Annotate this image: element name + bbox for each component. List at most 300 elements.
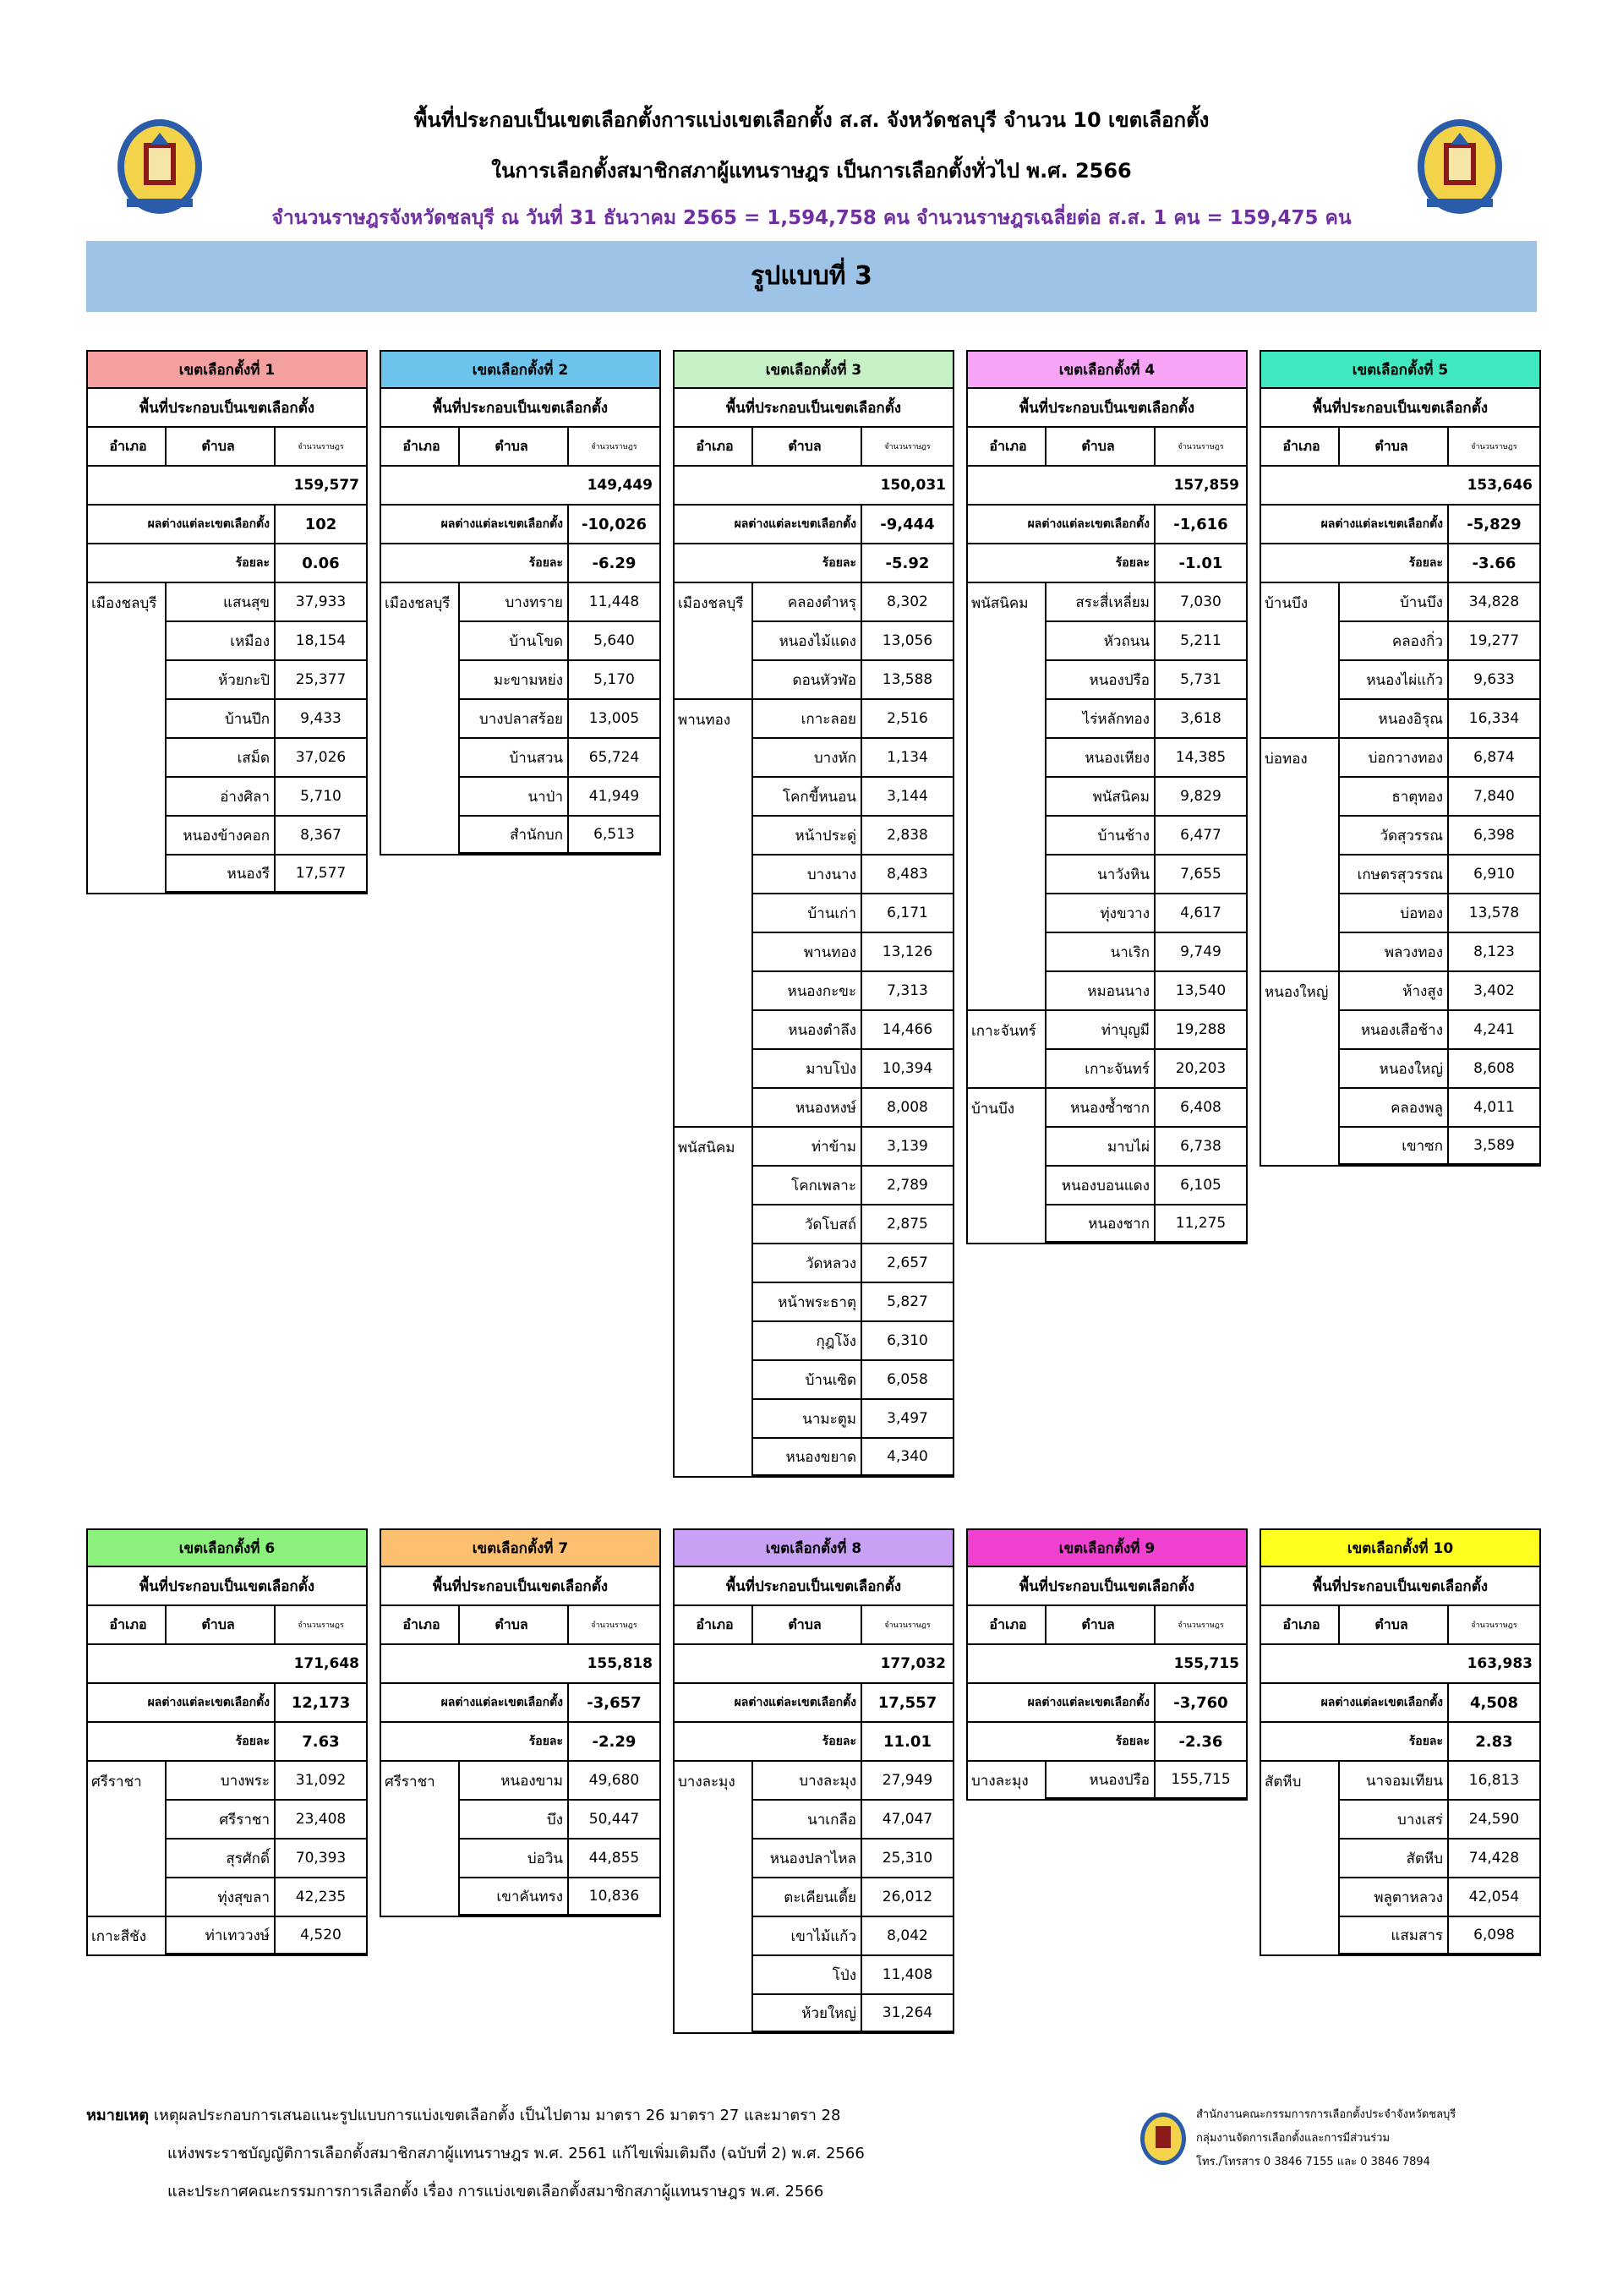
amphoe-cell (675, 1322, 753, 1361)
tambon-cell: ห้วยใหญ่ (753, 1995, 862, 2032)
diff-label: ผลต่างแต่ละเขตเลือกตั้ง (1261, 506, 1449, 543)
ect-emblem-logo-small (1137, 2109, 1189, 2168)
amphoe-cell (381, 1801, 460, 1840)
header-title-line2: ในการเลือกตั้งสมาชิกสภาผู้แทนราษฎร เป็นการเลือกตั้งทั่วไป พ.ศ. 2566 (491, 159, 1132, 183)
tambon-row (1261, 1878, 1539, 1917)
tambon-row (675, 1050, 953, 1089)
population-cell: 3,589 (1449, 1128, 1539, 1165)
tambon-cell: ทุ่งสุขลา (167, 1878, 276, 1917)
amphoe-cell (968, 1128, 1046, 1167)
tambon-row (675, 1011, 953, 1050)
tambon-row (381, 817, 659, 856)
population-cell: 4,241 (1449, 1011, 1539, 1050)
tambon-row (968, 1011, 1246, 1050)
tambon-row (88, 1917, 366, 1956)
tambon-row (1261, 583, 1539, 622)
amphoe-cell (675, 1400, 753, 1439)
tambon-cell: พนัสนิคม (1046, 778, 1156, 817)
tambon-cell: หน้าพระธาตุ (753, 1283, 862, 1322)
note-label: หมายเหตุ (86, 2107, 150, 2124)
col-tambon: ตำบล (1046, 1606, 1156, 1643)
tambon-row (88, 856, 366, 894)
tambon-cell: คลองกิ่ว (1340, 622, 1449, 661)
percent-row (381, 544, 659, 583)
percent-label: ร้อยละ (1261, 1723, 1449, 1760)
tambon-cell: นาป่า (460, 778, 569, 817)
tambon-row (381, 1840, 659, 1878)
tambon-cell: หมอนนาง (1046, 972, 1156, 1011)
district-title: เขตเลือกตั้งที่ 8 (675, 1528, 953, 1567)
district-total: 150,031 (675, 467, 953, 506)
amphoe-cell (88, 700, 167, 739)
percent-label: ร้อยละ (381, 1723, 569, 1760)
percent-row (1261, 544, 1539, 583)
amphoe-cell (675, 1205, 753, 1244)
amphoe-cell (381, 1840, 460, 1878)
amphoe-cell (88, 817, 167, 856)
population-cell: 6,058 (862, 1361, 953, 1400)
amphoe-cell (381, 700, 460, 739)
tambon-cell: บางพระ (167, 1762, 276, 1801)
tambon-cell: คลองพลู (1340, 1089, 1449, 1128)
tambon-row (1261, 700, 1539, 739)
header-title-line1: พื้นที่ประกอบเป็นเขตเลือกตั้งการแบ่งเขตเลือกตั้ง ส.ส. จังหวัดชลบุรี จำนวน 10 เขตเลือกตั้ง (413, 108, 1210, 132)
amphoe-cell (1261, 700, 1340, 739)
amphoe-cell (675, 1956, 753, 1995)
diff-row (1261, 1684, 1539, 1723)
tambon-cell: แสมสาร (1340, 1917, 1449, 1954)
population-cell: 37,933 (276, 583, 366, 622)
population-cell: 13,588 (862, 661, 953, 700)
area-label: พื้นที่ประกอบเป็นเขตเลือกตั้ง (1261, 389, 1539, 428)
area-label: พื้นที่ประกอบเป็นเขตเลือกตั้ง (1261, 1567, 1539, 1606)
population-cell: 6,874 (1449, 739, 1539, 778)
tambon-cell: ไร่หลักทอง (1046, 700, 1156, 739)
amphoe-cell (675, 1840, 753, 1878)
tambon-cell: บางละมุง (753, 1762, 862, 1801)
diff-value: 4,508 (1470, 1693, 1518, 1712)
diff-row (968, 506, 1246, 544)
amphoe-cell (1261, 622, 1340, 661)
tambon-cell: บ่อกวางทอง (1340, 739, 1449, 778)
tambon-row (675, 1167, 953, 1205)
amphoe-cell (968, 1205, 1046, 1243)
percent-row (381, 1723, 659, 1762)
col-tambon: ตำบล (167, 1606, 276, 1643)
percent-label: ร้อยละ (675, 1723, 862, 1760)
population-cell: 7,313 (862, 972, 953, 1011)
amphoe-cell (381, 1878, 460, 1916)
tambon-row (675, 1205, 953, 1244)
amphoe-cell (968, 817, 1046, 856)
col-amphoe: อำเภอ (1261, 428, 1340, 465)
tambon-row (381, 700, 659, 739)
population-cell: 3,618 (1156, 700, 1246, 739)
diff-row (381, 1684, 659, 1723)
tambon-row (968, 661, 1246, 700)
tambon-cell: มาบโป่ง (753, 1050, 862, 1089)
tambon-row (675, 894, 953, 933)
office-info (1137, 2105, 1560, 2198)
amphoe-cell (675, 1167, 753, 1205)
percent-row (968, 1723, 1246, 1762)
tambon-cell: หัวถนน (1046, 622, 1156, 661)
amphoe-cell: พานทอง (675, 700, 753, 739)
tambon-cell: หนองบอนแดง (1046, 1167, 1156, 1205)
amphoe-cell (381, 778, 460, 817)
column-header-row (968, 1606, 1246, 1645)
amphoe-cell (675, 1011, 753, 1050)
district-table-4 (966, 350, 1248, 1244)
tambon-cell: บางทราย (460, 583, 569, 622)
tambon-row (1261, 972, 1539, 1011)
district-total: 155,818 (381, 1645, 659, 1684)
tambon-row (675, 1322, 953, 1361)
amphoe-cell: บางละมุง (968, 1762, 1046, 1799)
tambon-row (675, 583, 953, 622)
tambon-cell: หนองอิรุณ (1340, 700, 1449, 739)
ect-emblem-logo-right (1410, 114, 1510, 222)
tambon-cell: บางเสร่ (1340, 1801, 1449, 1840)
population-cell: 8,302 (862, 583, 953, 622)
district-total: 163,983 (1261, 1645, 1539, 1684)
tambon-row (88, 817, 366, 856)
district-table-2 (380, 350, 661, 856)
district-title: เขตเลือกตั้งที่ 9 (968, 1528, 1246, 1567)
tambon-cell: สำนักบก (460, 817, 569, 854)
amphoe-cell (675, 1361, 753, 1400)
population-cell: 6,171 (862, 894, 953, 933)
format-banner: รูปแบบที่ 3 (86, 241, 1537, 312)
percent-value: -2.36 (1178, 1732, 1223, 1751)
amphoe-cell (675, 1244, 753, 1283)
tambon-cell: หนองซ้ำซาก (1046, 1089, 1156, 1128)
population-cell: 24,590 (1449, 1801, 1539, 1840)
percent-value: -1.01 (1178, 554, 1223, 572)
population-cell: 8,483 (862, 856, 953, 894)
tambon-cell: โป่ง (753, 1956, 862, 1995)
amphoe-cell (675, 661, 753, 700)
population-cell: 42,054 (1449, 1878, 1539, 1917)
amphoe-cell (675, 1050, 753, 1089)
diff-label: ผลต่างแต่ละเขตเลือกตั้ง (381, 506, 569, 543)
population-cell: 13,578 (1449, 894, 1539, 933)
amphoe-cell (1261, 1011, 1340, 1050)
tambon-cell: หนองเสือช้าง (1340, 1011, 1449, 1050)
tambon-cell: เขาคันทรง (460, 1878, 569, 1916)
column-header-row (88, 1606, 366, 1645)
district-title: เขตเลือกตั้งที่ 1 (88, 350, 366, 389)
tambon-row (1261, 933, 1539, 972)
population-cell: 2,875 (862, 1205, 953, 1244)
amphoe-cell (1261, 856, 1340, 894)
col-population: จำนวนราษฎร (884, 443, 931, 451)
population-cell: 26,012 (862, 1878, 953, 1917)
tambon-row (675, 1244, 953, 1283)
population-cell: 16,813 (1449, 1762, 1539, 1801)
tambon-cell: ตะเคียนเตี้ย (753, 1878, 862, 1917)
tambon-cell: วัดหลวง (753, 1244, 862, 1283)
diff-value: 12,173 (291, 1693, 351, 1712)
tambon-cell: นาวังหิน (1046, 856, 1156, 894)
office-phone: โทร./โทรสาร 0 3846 7155 และ 0 3846 7894 (1196, 2156, 1430, 2168)
tambon-row (88, 661, 366, 700)
percent-row (968, 544, 1246, 583)
tambon-row (675, 1995, 953, 2034)
amphoe-cell (675, 894, 753, 933)
area-label: พื้นที่ประกอบเป็นเขตเลือกตั้ง (968, 1567, 1246, 1606)
col-tambon: ตำบล (753, 1606, 862, 1643)
population-cell: 6,738 (1156, 1128, 1246, 1167)
population-cell: 6,477 (1156, 817, 1246, 856)
percent-label: ร้อยละ (1261, 544, 1449, 582)
amphoe-cell (675, 1995, 753, 2032)
col-population: จำนวนราษฎร (298, 443, 344, 451)
tambon-cell: บึง (460, 1801, 569, 1840)
population-cell: 5,731 (1156, 661, 1246, 700)
tambon-row (381, 739, 659, 778)
population-cell: 74,428 (1449, 1840, 1539, 1878)
tambon-cell: บ้านสวน (460, 739, 569, 778)
tambon-row (675, 817, 953, 856)
col-population: จำนวนราษฎร (1471, 1621, 1517, 1630)
tambon-row (675, 622, 953, 661)
amphoe-cell (675, 817, 753, 856)
tambon-row (968, 1089, 1246, 1128)
amphoe-cell (675, 856, 753, 894)
amphoe-cell (88, 739, 167, 778)
amphoe-cell (88, 778, 167, 817)
tambon-row (968, 1167, 1246, 1205)
population-cell: 70,393 (276, 1840, 366, 1878)
district-total: 177,032 (675, 1645, 953, 1684)
amphoe-cell (675, 972, 753, 1011)
tambon-cell: บ้านปึก (167, 700, 276, 739)
tambon-cell: ดอนหัวฬ่อ (753, 661, 862, 700)
diff-value: -1,616 (1173, 515, 1228, 533)
tambon-cell: หนองปรือ (1046, 661, 1156, 700)
tambon-row (675, 856, 953, 894)
column-header-row (675, 1606, 953, 1645)
diff-row (381, 506, 659, 544)
amphoe-cell (88, 622, 167, 661)
col-tambon: ตำบล (460, 428, 569, 465)
tambon-row (675, 1089, 953, 1128)
population-cell: 2,789 (862, 1167, 953, 1205)
population-cell: 23,408 (276, 1801, 366, 1840)
amphoe-cell: สัตหีบ (1261, 1762, 1340, 1801)
column-header-row (1261, 1606, 1539, 1645)
percent-value: -6.29 (592, 554, 637, 572)
tambon-cell: บ่อทอง (1340, 894, 1449, 933)
area-label: พื้นที่ประกอบเป็นเขตเลือกตั้ง (675, 389, 953, 428)
diff-value: -3,760 (1173, 1693, 1228, 1712)
amphoe-cell: บ้านบึง (1261, 583, 1340, 622)
amphoe-cell (1261, 1878, 1340, 1917)
tambon-row (968, 1128, 1246, 1167)
tambon-row (88, 1801, 366, 1840)
tambon-row (675, 1283, 953, 1322)
amphoe-cell (968, 778, 1046, 817)
amphoe-cell (381, 661, 460, 700)
tambon-row (381, 1801, 659, 1840)
district-total: 171,648 (88, 1645, 366, 1684)
column-header-row (675, 428, 953, 467)
tambon-cell: บ้านเก่า (753, 894, 862, 933)
tambon-cell: เกษตรสุวรรณ (1340, 856, 1449, 894)
tambon-cell: นาเริก (1046, 933, 1156, 972)
tambon-cell: นาจอมเทียน (1340, 1762, 1449, 1801)
tambon-cell: หนองชาก (1046, 1205, 1156, 1243)
col-tambon: ตำบล (1340, 1606, 1449, 1643)
amphoe-cell (968, 1167, 1046, 1205)
population-cell: 4,617 (1156, 894, 1246, 933)
tambon-cell: เกาะจันทร์ (1046, 1050, 1156, 1089)
office-name: สำนักงานคณะกรรมการการเลือกตั้งประจำจังหวัดชลบุรี (1196, 2108, 1456, 2121)
tambon-row (1261, 894, 1539, 933)
tambon-cell: หนองรี (167, 856, 276, 893)
population-cell: 14,466 (862, 1011, 953, 1050)
tambon-row (88, 778, 366, 817)
population-cell: 4,520 (276, 1917, 366, 1954)
note-line1: เหตุผลประกอบการเสนอแนะรูปแบบการแบ่งเขตเลือกตั้ง เป็นไปตาม มาตรา 26 มาตรา 27 และมาตรา 28 (153, 2107, 841, 2124)
population-cell: 5,827 (862, 1283, 953, 1322)
amphoe-cell (968, 894, 1046, 933)
tambon-cell: เขาซก (1340, 1128, 1449, 1165)
amphoe-cell (88, 1878, 167, 1917)
tambon-cell: บางนาง (753, 856, 862, 894)
amphoe-cell (968, 700, 1046, 739)
amphoe-cell: เมืองชลบุรี (88, 583, 167, 622)
percent-row (675, 544, 953, 583)
tambon-row (675, 661, 953, 700)
tambon-cell: นาเกลือ (753, 1801, 862, 1840)
tambon-row (968, 622, 1246, 661)
amphoe-cell (1261, 1840, 1340, 1878)
amphoe-cell: หนองใหญ่ (1261, 972, 1340, 1011)
population-cell: 42,235 (276, 1878, 366, 1917)
amphoe-cell (675, 933, 753, 972)
note-line2: แห่งพระราชบัญญัติการเลือกตั้งสมาชิกสภาผู้แทนราษฎร พ.ศ. 2561 แก้ไขเพิ่มเติมถึง (ฉบับที่ 2) พ.ศ. 2566 (167, 2145, 865, 2162)
tambon-cell: หนองปรือ (1046, 1762, 1156, 1799)
tambon-row (381, 778, 659, 817)
diff-value: 102 (304, 515, 337, 533)
tambon-cell: โคกเพลาะ (753, 1167, 862, 1205)
tambon-cell: พานทอง (753, 933, 862, 972)
area-label: พื้นที่ประกอบเป็นเขตเลือกตั้ง (381, 1567, 659, 1606)
tambon-row (88, 1840, 366, 1878)
amphoe-cell (1261, 1917, 1340, 1954)
tambon-row (1261, 1840, 1539, 1878)
tambon-cell: ห้างสูง (1340, 972, 1449, 1011)
district-table-5 (1260, 350, 1541, 1167)
population-cell: 31,092 (276, 1762, 366, 1801)
tambon-cell: พลวงทอง (1340, 933, 1449, 972)
tambon-cell: หนองขยาด (753, 1439, 862, 1476)
area-label: พื้นที่ประกอบเป็นเขตเลือกตั้ง (88, 1567, 366, 1606)
population-cell: 2,516 (862, 700, 953, 739)
percent-value: -3.66 (1472, 554, 1516, 572)
tambon-row (88, 583, 366, 622)
tambon-row (88, 739, 366, 778)
diff-label: ผลต่างแต่ละเขตเลือกตั้ง (675, 1684, 862, 1721)
tambon-row (675, 1400, 953, 1439)
population-cell: 4,011 (1449, 1089, 1539, 1128)
amphoe-cell (968, 739, 1046, 778)
tambon-row (968, 972, 1246, 1011)
tambon-row (1261, 817, 1539, 856)
tambon-row (1261, 1801, 1539, 1840)
tambon-cell: หนองปลาไหล (753, 1840, 862, 1878)
population-cell: 13,126 (862, 933, 953, 972)
tambon-cell: หนองเหียง (1046, 739, 1156, 778)
tambon-row (1261, 1050, 1539, 1089)
note-line3: และประกาศคณะกรรมการการเลือกตั้ง เรื่อง การแบ่งเขตเลือกตั้งสมาชิกสภาผู้แทนราษฎร พ.ศ. 2566 (167, 2183, 824, 2200)
tambon-row (381, 583, 659, 622)
tambon-row (675, 933, 953, 972)
diff-label: ผลต่างแต่ละเขตเลือกตั้ง (381, 1684, 569, 1721)
tambon-row (968, 700, 1246, 739)
column-header-row (1261, 428, 1539, 467)
area-label: พื้นที่ประกอบเป็นเขตเลือกตั้ง (968, 389, 1246, 428)
amphoe-cell (675, 1439, 753, 1476)
diff-row (88, 1684, 366, 1723)
population-cell: 7,030 (1156, 583, 1246, 622)
col-amphoe: อำเภอ (88, 428, 167, 465)
population-cell: 6,910 (1449, 856, 1539, 894)
tambon-row (1261, 1089, 1539, 1128)
tambon-row (88, 1878, 366, 1917)
tambon-cell: วัดสุวรรณ (1340, 817, 1449, 856)
tambon-row (968, 894, 1246, 933)
tambon-cell: สุรศักดิ์ (167, 1840, 276, 1878)
population-cell: 19,288 (1156, 1011, 1246, 1050)
amphoe-cell (381, 622, 460, 661)
tambon-cell: เหมือง (167, 622, 276, 661)
tambon-cell: อ่างศิลา (167, 778, 276, 817)
district-table-7 (380, 1528, 661, 1917)
tambon-row (381, 1878, 659, 1917)
population-cell: 11,275 (1156, 1205, 1246, 1243)
tambon-cell: ท่าเทววงษ์ (167, 1917, 276, 1954)
district-total: 157,859 (968, 467, 1246, 506)
tambon-row (381, 622, 659, 661)
district-title: เขตเลือกตั้งที่ 5 (1261, 350, 1539, 389)
population-cell: 49,680 (569, 1762, 659, 1801)
tambon-row (1261, 1128, 1539, 1167)
tambon-row (675, 1439, 953, 1478)
tambon-row (968, 583, 1246, 622)
col-population: จำนวนราษฎร (298, 1621, 344, 1630)
population-cell: 9,749 (1156, 933, 1246, 972)
percent-value: -2.29 (592, 1732, 637, 1751)
header-population-summary: จำนวนราษฎรจังหวัดชลบุรี ณ วันที่ 31 ธันวาคม 2565 = 1,594,758 คน จำนวนราษฎรเฉลี่ยต่อ ส.ส. 1 คน = 159,475 คน (271, 207, 1352, 229)
district-table-3 (673, 350, 954, 1478)
tambon-cell: นามะตูม (753, 1400, 862, 1439)
district-total: 155,715 (968, 1645, 1246, 1684)
tambon-row (675, 1361, 953, 1400)
tambon-cell: พลูตาหลวง (1340, 1878, 1449, 1917)
tambon-cell: คลองตำหรุ (753, 583, 862, 622)
amphoe-cell: บางละมุง (675, 1762, 753, 1801)
population-cell: 2,838 (862, 817, 953, 856)
tambon-row (88, 622, 366, 661)
district-title: เขตเลือกตั้งที่ 3 (675, 350, 953, 389)
population-cell: 37,026 (276, 739, 366, 778)
column-header-row (968, 428, 1246, 467)
amphoe-cell (675, 1283, 753, 1322)
tambon-cell: บ้านบึง (1340, 583, 1449, 622)
